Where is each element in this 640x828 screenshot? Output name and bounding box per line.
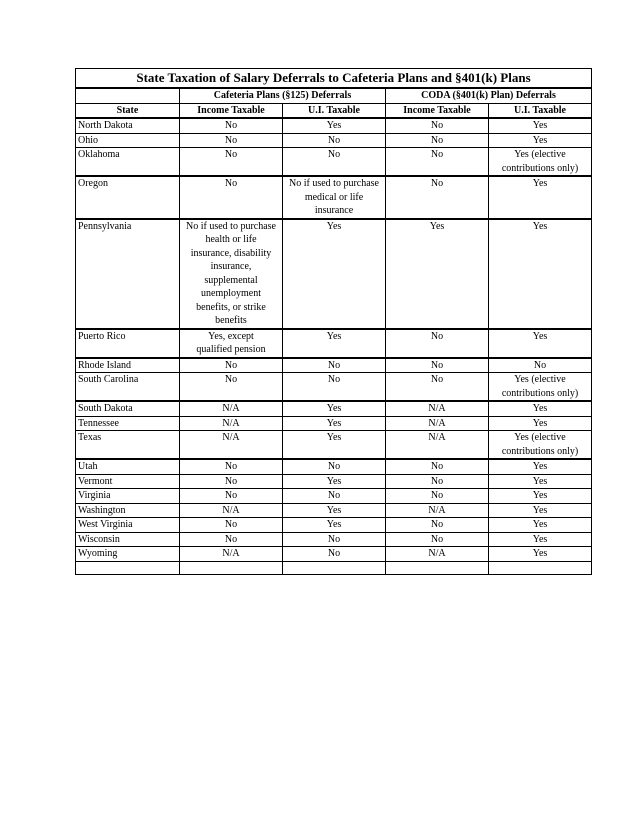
cell-text: No <box>224 490 238 501</box>
cell-coda-ui <box>489 358 592 373</box>
cell-caf-ui <box>283 219 386 329</box>
cell-text: Yes <box>326 220 342 232</box>
cell-text: Yes <box>532 533 548 545</box>
table-body <box>76 118 592 574</box>
cell-coda-ui <box>489 148 592 177</box>
cell-state <box>76 176 180 219</box>
cell-text: N/A <box>222 432 240 443</box>
cell-coda-income <box>386 148 489 177</box>
cell-text: No <box>327 461 341 472</box>
cell-text: No <box>430 490 444 501</box>
cell-coda-ui <box>489 532 592 547</box>
cell-text: Vermont <box>78 475 113 487</box>
cell-text: Wyoming <box>78 548 118 559</box>
cell-caf-ui <box>283 118 386 133</box>
cell-text: Yes <box>532 461 548 472</box>
cell-caf-income <box>180 459 283 474</box>
cell-coda-ui <box>489 401 592 416</box>
cell-text: No <box>224 461 238 472</box>
table-row <box>76 148 592 177</box>
cell-coda-ui <box>489 489 592 504</box>
cell-text: Yes <box>532 178 548 189</box>
cell-state <box>76 518 180 533</box>
cell-coda-income <box>386 118 489 133</box>
column-header-caf-ui: U.I. Taxable <box>283 103 386 118</box>
cell-text: Yes <box>532 475 548 487</box>
cell-text: N/A <box>222 504 240 516</box>
cell-state <box>76 474 180 489</box>
cell-coda-ui <box>489 431 592 460</box>
cell-text: Texas <box>78 432 102 443</box>
cell-caf-income <box>180 416 283 431</box>
cell-coda-income <box>386 373 489 402</box>
cell-text: N/A <box>428 548 446 559</box>
cell-caf-ui <box>283 176 386 219</box>
cell-text: No <box>430 359 444 371</box>
cell-caf-income <box>180 219 283 329</box>
empty-row <box>76 561 592 574</box>
table-row <box>76 518 592 533</box>
cell-state <box>76 329 180 358</box>
cell-caf-ui <box>283 547 386 562</box>
cell-text: West Virginia <box>78 519 133 530</box>
table-row <box>76 176 592 219</box>
cell-caf-ui <box>283 373 386 402</box>
cell-coda-income <box>386 416 489 431</box>
cell-coda-income <box>386 401 489 416</box>
cell-text: No <box>430 149 444 160</box>
cell-text: Washington <box>78 504 126 516</box>
cell-text: No <box>224 519 238 530</box>
table-row <box>76 459 592 474</box>
cell-state <box>76 532 180 547</box>
cell-coda-income <box>386 358 489 373</box>
cell-state <box>76 133 180 148</box>
cell-text: Yes <box>326 432 342 443</box>
table-row <box>76 373 592 402</box>
table-row <box>76 358 592 373</box>
table-row <box>76 401 592 416</box>
cell-text: Pennsylvania <box>78 220 132 232</box>
table-row <box>76 503 592 518</box>
cell-text: No if used to purchase health or life insurance, disability insurance, supplemental unemployment benefits, or strike benefits <box>186 220 276 326</box>
cell-caf-income <box>180 329 283 358</box>
table-row <box>76 118 592 133</box>
cell-caf-ui <box>283 459 386 474</box>
cell-text: Yes <box>532 330 548 342</box>
cell-text: Yes <box>532 504 548 516</box>
cell-caf-income <box>180 176 283 219</box>
empty-cell <box>283 561 386 574</box>
cell-coda-ui <box>489 416 592 431</box>
cell-caf-income <box>180 358 283 373</box>
cell-coda-ui <box>489 219 592 329</box>
cell-text: Yes <box>326 403 342 414</box>
cell-state <box>76 148 180 177</box>
cell-text: N/A <box>428 417 446 429</box>
cell-text: No <box>327 359 341 371</box>
cell-caf-income <box>180 373 283 402</box>
cell-text: Oklahoma <box>78 149 120 160</box>
cell-caf-income <box>180 133 283 148</box>
cell-text: Yes, except qualified pension <box>196 330 266 355</box>
cell-coda-income <box>386 489 489 504</box>
table-row <box>76 133 592 148</box>
cell-text: No <box>430 120 444 131</box>
cell-coda-ui <box>489 474 592 489</box>
cell-text: Yes <box>429 220 445 232</box>
cell-coda-ui <box>489 176 592 219</box>
cell-coda-ui <box>489 518 592 533</box>
empty-cell <box>76 561 180 574</box>
cell-text: South Carolina <box>78 374 139 385</box>
cell-text: No <box>430 330 444 342</box>
cell-text: N/A <box>428 432 446 443</box>
cell-caf-ui <box>283 329 386 358</box>
cell-caf-income <box>180 148 283 177</box>
cell-coda-income <box>386 219 489 329</box>
table-row <box>76 329 592 358</box>
cell-caf-ui <box>283 489 386 504</box>
state-taxation-table <box>75 68 592 575</box>
cell-state <box>76 401 180 416</box>
cell-caf-income <box>180 503 283 518</box>
cell-coda-income <box>386 503 489 518</box>
cell-text: No <box>430 461 444 472</box>
cell-coda-income <box>386 532 489 547</box>
cell-text: Yes (elective contributions only) <box>501 149 579 174</box>
cell-text: Utah <box>78 461 98 472</box>
cell-text: No <box>224 178 238 189</box>
cell-text: No <box>430 475 444 487</box>
cell-text: Yes <box>326 330 342 342</box>
cell-text: No <box>327 490 341 501</box>
cell-text: N/A <box>428 403 446 414</box>
cell-coda-income <box>386 431 489 460</box>
cell-state <box>76 118 180 133</box>
group-header-cafeteria: Cafeteria Plans (§125) Deferrals <box>180 88 386 103</box>
cell-text: Yes <box>532 403 548 414</box>
cell-text: South Dakota <box>78 403 133 414</box>
table-row <box>76 416 592 431</box>
cell-state <box>76 373 180 402</box>
cell-text: North Dakota <box>78 120 133 131</box>
cell-state <box>76 547 180 562</box>
cell-text: No <box>430 519 444 530</box>
cell-text: No <box>224 134 238 146</box>
cell-coda-income <box>386 459 489 474</box>
table-row <box>76 489 592 504</box>
column-header-coda-income: Income Taxable <box>386 103 489 118</box>
cell-text: No <box>430 374 444 385</box>
cell-text: Yes <box>326 417 342 429</box>
cell-text: Yes (elective contributions only) <box>501 432 579 457</box>
cell-text: Yes <box>326 120 342 131</box>
cell-caf-income <box>180 474 283 489</box>
cell-text: Yes <box>532 490 548 501</box>
cell-caf-ui <box>283 431 386 460</box>
cell-caf-ui <box>283 133 386 148</box>
cell-text: Ohio <box>78 134 98 146</box>
cell-state <box>76 489 180 504</box>
empty-cell <box>386 561 489 574</box>
cell-text: Yes <box>532 548 548 559</box>
table-row <box>76 547 592 562</box>
cell-caf-ui <box>283 518 386 533</box>
cell-text: No <box>430 134 444 146</box>
cell-text: No if used to purchase medical or life insurance <box>289 178 379 216</box>
cell-caf-income <box>180 518 283 533</box>
cell-text: Virginia <box>78 490 111 501</box>
cell-coda-income <box>386 518 489 533</box>
cell-text: No <box>327 134 341 146</box>
cell-state <box>76 459 180 474</box>
column-header-state: State <box>76 103 180 118</box>
cell-text: No <box>327 149 341 160</box>
cell-text: No <box>224 533 238 545</box>
cell-text: No <box>327 533 341 545</box>
cell-caf-income <box>180 532 283 547</box>
table-row <box>76 219 592 329</box>
cell-text: Yes <box>532 519 548 530</box>
cell-text: Yes <box>326 504 342 516</box>
group-header-coda: CODA (§401(k) Plan) Deferrals <box>386 88 592 103</box>
cell-caf-income <box>180 547 283 562</box>
table-row <box>76 474 592 489</box>
cell-text: Rhode Island <box>78 359 132 371</box>
cell-state <box>76 416 180 431</box>
cell-text: N/A <box>222 417 240 429</box>
cell-text: Yes <box>326 475 342 487</box>
cell-text: Yes <box>532 120 548 131</box>
cell-caf-ui <box>283 532 386 547</box>
cell-caf-ui <box>283 503 386 518</box>
cell-caf-income <box>180 489 283 504</box>
cell-coda-income <box>386 133 489 148</box>
group-header-blank <box>76 88 180 103</box>
cell-coda-ui <box>489 329 592 358</box>
empty-cell <box>180 561 283 574</box>
cell-caf-income <box>180 431 283 460</box>
table-row <box>76 431 592 460</box>
cell-state <box>76 503 180 518</box>
cell-caf-ui <box>283 474 386 489</box>
cell-coda-ui <box>489 547 592 562</box>
cell-state <box>76 431 180 460</box>
cell-text: Oregon <box>78 178 108 189</box>
cell-caf-ui <box>283 416 386 431</box>
cell-text: No <box>533 359 547 371</box>
cell-text: N/A <box>222 548 240 559</box>
cell-caf-income <box>180 401 283 416</box>
cell-text: N/A <box>428 504 446 516</box>
column-header-caf-income: Income Taxable <box>180 103 283 118</box>
cell-text: Yes <box>532 220 548 232</box>
cell-text: No <box>327 548 341 559</box>
cell-text: No <box>224 120 238 131</box>
cell-text: Yes (elective contributions only) <box>501 374 579 399</box>
cell-coda-ui <box>489 503 592 518</box>
cell-caf-ui <box>283 148 386 177</box>
table-title: State Taxation of Salary Deferrals to Cafeteria Plans and §401(k) Plans <box>76 69 592 89</box>
cell-caf-ui <box>283 401 386 416</box>
column-header-coda-ui: U.I. Taxable <box>489 103 592 118</box>
cell-text: Yes <box>326 519 342 530</box>
cell-caf-income <box>180 118 283 133</box>
cell-text: No <box>224 475 238 487</box>
table-row <box>76 532 592 547</box>
cell-coda-ui <box>489 118 592 133</box>
cell-text: No <box>327 374 341 385</box>
cell-caf-ui <box>283 358 386 373</box>
cell-coda-ui <box>489 373 592 402</box>
cell-text: No <box>224 149 238 160</box>
empty-cell <box>489 561 592 574</box>
cell-text: Tennessee <box>78 417 119 429</box>
cell-coda-ui <box>489 459 592 474</box>
cell-text: Wisconsin <box>78 533 120 545</box>
cell-text: No <box>430 178 444 189</box>
cell-text: Yes <box>532 134 548 146</box>
cell-state <box>76 219 180 329</box>
cell-text: No <box>224 359 238 371</box>
cell-text: No <box>430 533 444 545</box>
cell-text: N/A <box>222 403 240 414</box>
cell-coda-income <box>386 474 489 489</box>
cell-text: Yes <box>532 417 548 429</box>
cell-state <box>76 358 180 373</box>
cell-coda-income <box>386 176 489 219</box>
cell-coda-income <box>386 329 489 358</box>
cell-text: Puerto Rico <box>78 330 126 342</box>
cell-coda-income <box>386 547 489 562</box>
cell-coda-ui <box>489 133 592 148</box>
cell-text: No <box>224 374 238 385</box>
